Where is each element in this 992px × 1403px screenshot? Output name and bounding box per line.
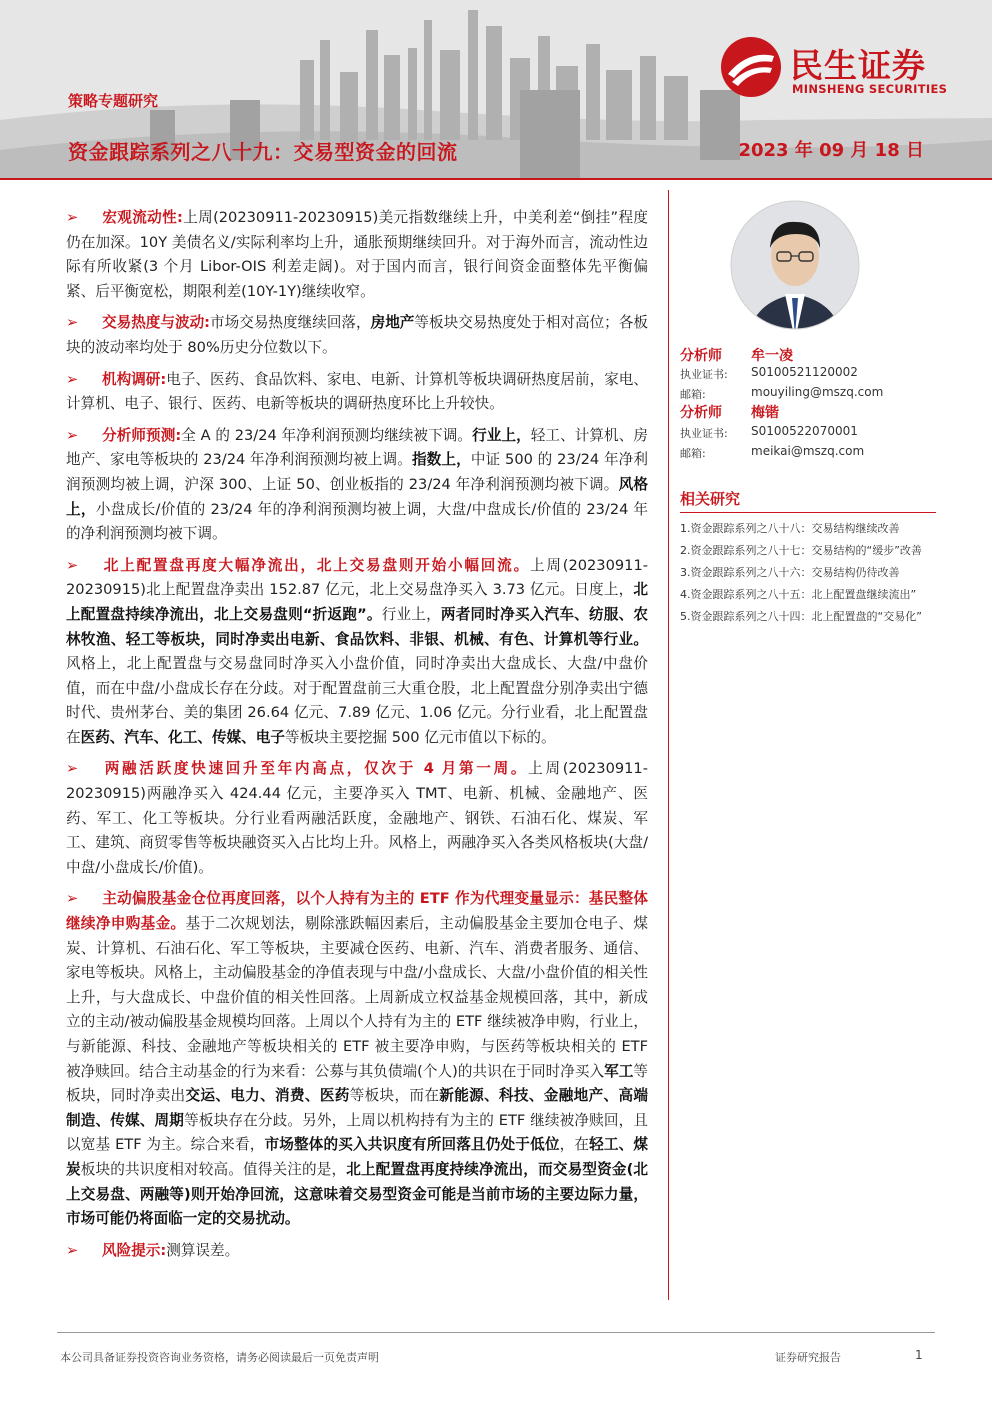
cert-label: 执业证书: xyxy=(680,427,728,440)
arrow-bullet-icon: ➢ xyxy=(66,760,79,778)
paragraph-text: 等板块交易热度处于相对高位；各板块的波动率均处于 80%历史分位数以下。 xyxy=(66,314,648,356)
analyst-email[interactable]: mouyiling@mszq.com xyxy=(751,385,884,399)
related-research-heading: 相关研究 xyxy=(680,490,741,508)
footer-divider xyxy=(57,1332,935,1333)
paragraph-text: 板块的共识度相对较高。值得关注的是， xyxy=(80,1160,347,1178)
header-banner xyxy=(0,0,992,180)
paragraph-text: 等板块存在分歧。另外，上周以机构持有为主的 ETF 继续被净赎回，且以宽基 ETF 为主。综合来看， xyxy=(66,1111,648,1154)
paragraph-text: 市场交易热度继续回落， xyxy=(210,314,371,332)
paragraph-text: 医药、汽车、化工、传媒、电子 xyxy=(80,728,285,746)
analyst-name: 牟一凌 xyxy=(751,348,793,364)
paragraph-heading: 宏观流动性: xyxy=(102,209,183,226)
paragraph-text: 新能源、科技、金融地产、高端制造、传媒、周期 xyxy=(66,1087,648,1129)
summary-paragraph xyxy=(66,424,648,547)
page-number: 1 xyxy=(915,1348,923,1362)
summary-paragraph xyxy=(66,311,648,360)
minsheng-logo-icon xyxy=(720,36,782,98)
arrow-bullet-icon: ➢ xyxy=(66,556,79,574)
arrow-bullet-icon: ➢ xyxy=(66,209,79,226)
arrow-bullet-icon: ➢ xyxy=(66,1241,79,1259)
paragraph-heading: 北上配置盘再度大幅净流出，北上交易盘则开始小幅回流。 xyxy=(102,556,530,574)
paragraph-text: 行业上， xyxy=(381,605,441,623)
related-divider xyxy=(680,512,936,513)
paragraph-text: 全 A 的 23/24 年净利润预测均继续被下调。 xyxy=(181,426,473,444)
report-date: 2023 年 09 月 18 日 xyxy=(738,140,924,161)
paragraph-text: 房地产 xyxy=(370,314,415,332)
paragraph-heading: 分析师预测: xyxy=(102,426,182,444)
footer-disclaimer: 本公司具备证券投资咨询业务资格，请务必阅读最后一页免责声明 xyxy=(60,1351,379,1364)
paragraph-text: 等板块，而在 xyxy=(349,1087,440,1105)
analyst-name: 梅锴 xyxy=(751,405,779,421)
paragraph-text: 基于二次规划法，剔除涨跌幅因素后，主动偏股基金主要加仓电子、煤炭、计算机、石油石化、军工等板块，主要减仓医药、电新、汽车、消费者服务、通信、家电等板块。风格上，主动偏股基金的净值表现与中盘/小盘成长、大盘/小盘价值的相关性上升，与大盘成长、中盘价值的相关性回落。上周新成立权益基金规模回落，其中，新成立的主动/被动偏股基金规模均回落。上周以个人持有为主的 ETF 继续被净申购，行业上，与新能源、科技、金融地产等板块相关的 ETF 被主要净申购，与医药等板块相关的 ETF 被净赎回。结合主动基金的行为来看：公募与其负债端(个人)的共识在于同时净买入 xyxy=(66,915,648,1080)
paragraph-heading: 主动偏股基金仓位再度回落，以个人持有为主的 ETF 作为代理变量显示：基民整体继续净申购基金。 xyxy=(66,890,648,933)
related-item[interactable]: 4.资金跟踪系列之八十五：北上配置盘继续流出” xyxy=(680,588,917,601)
paragraph-heading: 交易热度与波动: xyxy=(102,314,211,332)
paragraph-text: 等板块，同时净卖出 xyxy=(66,1062,648,1105)
analyst-role: 分析师 xyxy=(680,405,722,421)
paragraph-text: 军工 xyxy=(604,1062,634,1080)
paragraph-text: 电子、医药、食品饮料、家电、电新、计算机等板块调研热度居前，家电、计算机、电子、银行、医药、电新等板块的调研热度环比上升较快。 xyxy=(66,370,648,413)
paragraph-heading: 机构调研: xyxy=(102,370,167,388)
cert-number: S0100521120002 xyxy=(751,365,858,379)
related-item[interactable]: 2.资金跟踪系列之八十七：交易结构的“缓步”改善 xyxy=(680,544,922,557)
analyst-email[interactable]: meikai@mszq.com xyxy=(751,444,865,458)
cert-label: 执业证书: xyxy=(680,368,728,381)
header-divider xyxy=(0,178,992,180)
cert-number: S0100522070001 xyxy=(751,424,858,438)
summary-paragraph xyxy=(66,1239,648,1264)
paragraph-text: 上周(20230911-20230915)北上配置盘净卖出 152.87 亿元，北上交易盘净买入 3.73 亿元。日度上， xyxy=(66,556,648,599)
paragraph-text: 中证 500 的 23/24 年净利润预测均被上调，沪深 300、上证 50、创业板指的 23/24 年净利润预测均被下调。 xyxy=(66,451,648,493)
summary-body xyxy=(66,206,648,1270)
summary-paragraph xyxy=(66,368,648,417)
paragraph-text: 市场整体的买入共识度有所回落且仍处于低位 xyxy=(264,1136,560,1154)
related-item[interactable]: 3.资金跟踪系列之八十六：交易结构仍待改善 xyxy=(680,566,900,579)
paragraph-text: 测算误差。 xyxy=(166,1241,240,1259)
paragraph-text: 上周(20230911-20230915)美元指数继续上升，中美利差“倒挂”程度仍在加深。10Y 美债名义/实际利率均上升，通胀预期继续回升。对于海外而言，流动性边际有所收紧(3 个月 Libor-OIS 利差走阔)。对于国内而言，银行间资金面整体先平衡偏紧、后平衡宽松，期限利差(10Y-1Y)继续收窄。 xyxy=(66,209,648,300)
mail-label: 邮箱: xyxy=(680,388,706,401)
arrow-bullet-icon: ➢ xyxy=(66,314,79,332)
related-item[interactable]: 5.资金跟踪系列之八十四：北上配置盘的“交易化” xyxy=(680,610,922,623)
arrow-bullet-icon: ➢ xyxy=(66,370,79,388)
paragraph-heading: 两融活跃度快速回升至年内高点，仅次于 4 月第一周。 xyxy=(102,760,529,778)
arrow-bullet-icon: ➢ xyxy=(66,426,79,444)
mail-label: 邮箱: xyxy=(680,447,706,460)
report-title: 资金跟踪系列之八十九：交易型资金的回流 xyxy=(68,140,458,164)
paragraph-text: 北上配置盘持续净流出，北上交易盘则“折返跑”。 xyxy=(66,581,648,623)
paragraph-text: 小盘成长/价值的 23/24 年的净利润预测均被上调，大盘/中盘成长/价值的 23/24 年的净利润预测均被下调。 xyxy=(66,500,648,543)
paragraph-text: 指数上， xyxy=(411,451,471,469)
related-item[interactable]: 1.资金跟踪系列之八十八：交易结构继续改善 xyxy=(680,522,900,535)
paragraph-text: 风格上， xyxy=(66,475,648,518)
summary-paragraph xyxy=(66,206,648,304)
paragraph-text: 北上配置盘再度持续净流出，而交易型资金(北上交易盘、两融等)则开始净回流，这意味着交易型资金可能是当前市场的主要边际力量，市场可能仍将面临一定的交易扰动。 xyxy=(66,1160,648,1228)
paragraph-text: 行业上， xyxy=(472,426,531,444)
footer-doc-type: 证券研究报告 xyxy=(775,1351,841,1364)
paragraph-text: 风格上，北上配置盘与交易盘同时净买入小盘价值，同时净卖出大盘成长、大盘/中盘价值，而在中盘/小盘成长存在分歧。对于配置盘前三大重仓股，北上配置盘分别净卖出宁德时代、贵州茅台、美的集团 26.64 亿元、7.89 亿元、1.06 亿元。分行业看，北上配置盘在 xyxy=(66,655,648,746)
paragraph-text: 轻工、计算机、房地产、家电等板块的 23/24 年净利润预测均被上调。 xyxy=(66,426,648,469)
paragraph-heading: 风险提示: xyxy=(102,1241,167,1259)
arrow-bullet-icon: ➢ xyxy=(66,890,79,908)
summary-paragraph xyxy=(66,887,648,1231)
paragraph-text: 两者同时净买入汽车、纺服、农林牧渔、轻工等板块，同时净卖出电新、食品饮料、非银、机械、有色、计算机等行业。 xyxy=(66,605,648,648)
brand-logo xyxy=(720,36,970,102)
summary-paragraph xyxy=(66,554,648,751)
analyst-photo xyxy=(730,190,860,340)
section-tag: 策略专题研究 xyxy=(68,92,159,110)
brand-name-cn: 民生证券 xyxy=(790,46,926,85)
paragraph-text: 等板块主要挖掘 500 亿元市值以下标的。 xyxy=(284,728,556,746)
paragraph-text: 交运、电力、消费、医药 xyxy=(185,1087,350,1105)
column-divider xyxy=(668,190,669,1300)
summary-paragraph xyxy=(66,757,648,880)
analyst-role: 分析师 xyxy=(680,348,722,364)
brand-name-en: MINSHENG SECURITIES xyxy=(792,82,948,96)
paragraph-text: ，在 xyxy=(559,1136,590,1154)
related-research-list xyxy=(680,518,930,628)
paragraph-text: 上周(20230911-20230915)两融净买入 424.44 亿元，主要净买入 TMT、电新、机械、金融地产、医药、军工、化工等板块。分行业看两融活跃度，金融地产、钢铁、石油石化、煤炭、军工、建筑、商贸零售等板块融资买入占比均上升。风格上，两融净买入各类风格板块(大盘/中盘/小盘成长/价值)。 xyxy=(66,760,648,876)
paragraph-text: 轻工、煤炭 xyxy=(66,1136,648,1178)
